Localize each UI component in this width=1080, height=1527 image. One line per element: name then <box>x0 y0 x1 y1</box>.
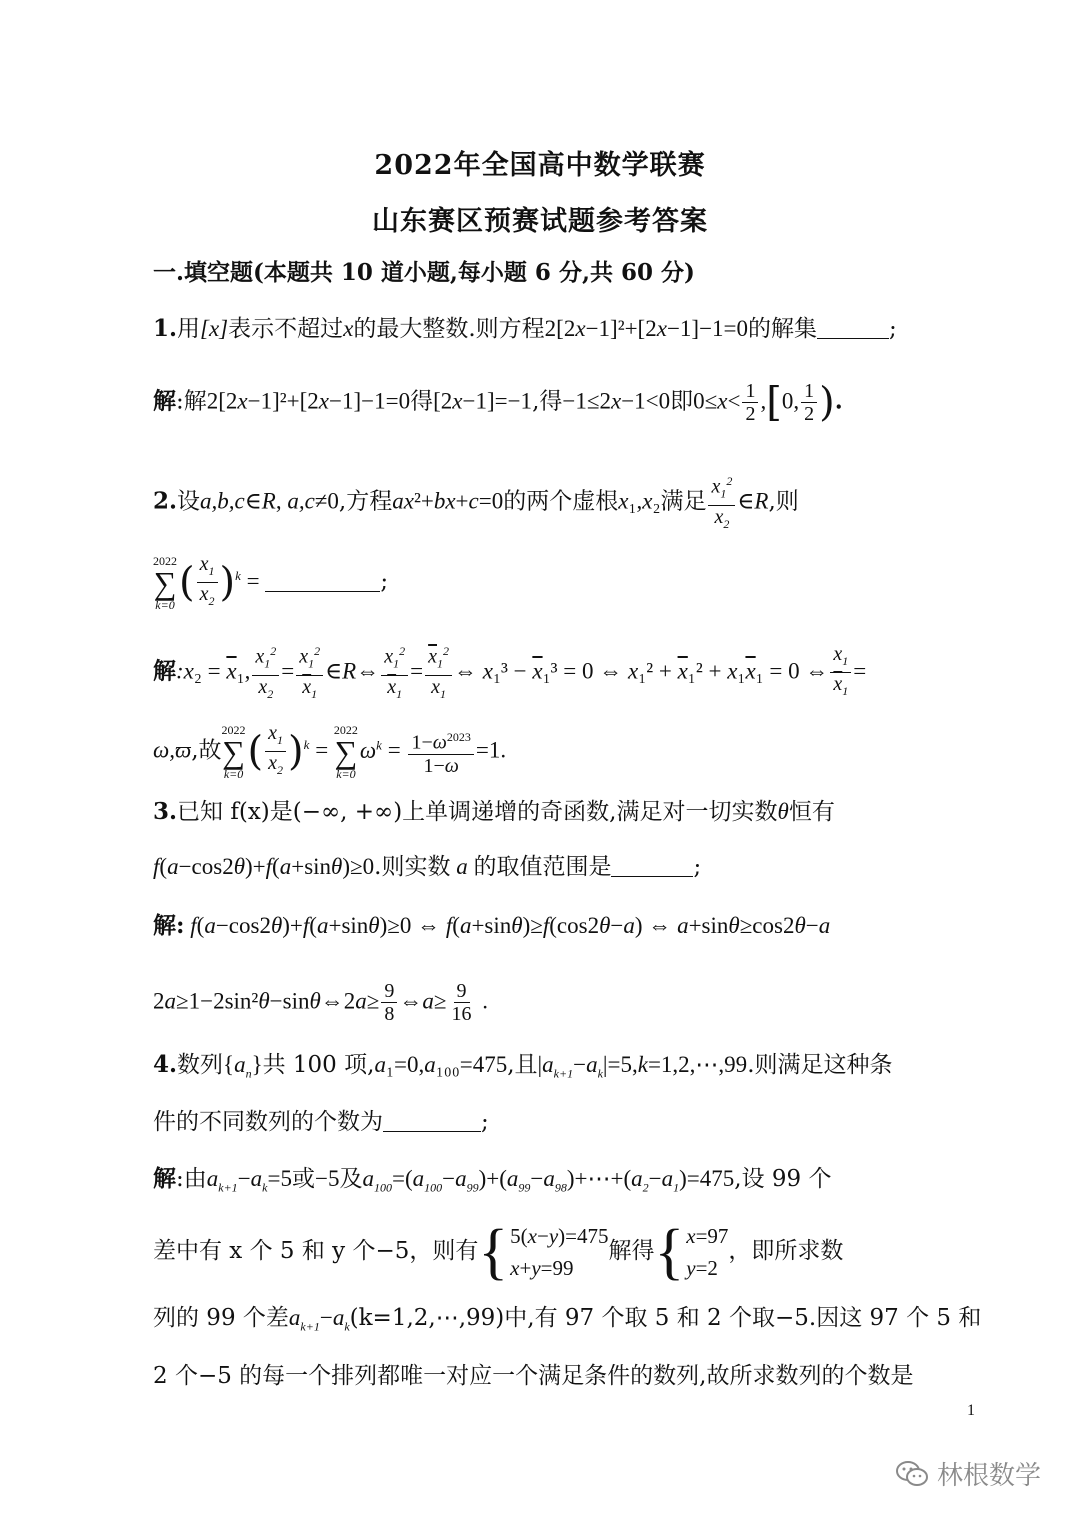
section-heading: 一.填空题(本题共 10 道小题,每小题 6 分,共 60 分) <box>153 259 695 286</box>
problem-3-condition: f(a−cos2θ)+f(a+sinθ)≥0.则实数 a 的取值范围是 ; <box>153 854 702 880</box>
solution-4-line4: 2 个−5 的每一个排列都唯一对应一个满足条件的数列,故所求数列的个数是 <box>153 1363 914 1389</box>
document-subtitle: 山东赛区预赛试题参考答案 <box>372 206 708 237</box>
solution-4-system: 差中有 x 个 5 和 y 个−5，则有 { 5(x−y)=475 x+y=99 解得 { x=97 y=2 ，即所求数 <box>153 1218 844 1286</box>
page-number: 1 <box>967 1402 975 1419</box>
problem-4-continued: 件的不同数列的个数为 ; <box>153 1109 489 1135</box>
problem-1: 1.用[x]表示不超过x的最大整数.则方程2[2x−1]²+[2x−1]−1=0的解集 ; <box>153 315 897 342</box>
solution-3: 解: f(a−cos2θ)+f(a+sinθ)≥0 ⇔ f(a+sinθ)≥f(cos2θ−a) ⇔ a+sinθ≥cos2θ−a <box>153 912 831 939</box>
problem-3: 3.已知 f(x)是(−∞, +∞)上单调递增的奇函数,满足对一切实数θ恒有 <box>153 798 835 825</box>
solution-3-continued: 2a≥1−2sin²θ−sinθ⇔2a≥ $\frac{9}{8}$ ⇔a≥ $\frac{9}{16}$ . <box>153 980 489 1025</box>
problem-2: 2.设a,b,c∈R, a,c≠0,方程ax²+bx+c=0的两个虚根x₁,x₂满足 $\frac{x_1^2}{x_2}$ ∈R,则 <box>153 470 983 535</box>
watermark <box>895 1455 1041 1492</box>
solution-4-line3: 列的 99 个差$a_{k+1}-a_k(k=1,2,\cdots,99)$中,有 97 个取 5 和 2 个取−5.因这 97 个 5 和 <box>153 1305 982 1334</box>
solution-1: 解:解2[2x−1]²+[2x−1]−1=0得[2x−1]=−1,得−1≤2x−1<0即0≤x< $\frac{1}{2}$ ,[0, $\frac{1}{2}$ ). <box>153 379 843 426</box>
solution-4: 解:由$a_{k+1}-a_k=5$或−5及$a_{100}=(a_{100}-a_{99})+(a_{99}-a_{98})+\cdots+(a_2-a_1)=475$,设 99 个 <box>153 1165 832 1195</box>
document-title: 2022年全国高中数学联赛 <box>374 150 706 181</box>
solution-2-continued: ω,ϖ,故 2022 ∑ k=0 ( $\frac{x_1}{x_2}$ )$^k$ = 2022 ∑ k=0 $\omega^k$ = $\frac{1-\omega^{2023}}{1-\omega}$ =1. <box>153 722 507 781</box>
watermark-text: 林根数学 <box>937 1461 1042 1491</box>
problem-2-expression: 2022 ∑ k=0 ( $\frac{x_1}{x_2}$ )$^k$ = ; <box>153 553 389 612</box>
problem-4: 4.数列$\{a_n\}$共 100 项,a₁=0,a₁₀₀=475,且$|a_{k+1}-a_k|=5,k=1,2,\cdots,99$.则满足这种条 <box>153 1051 893 1081</box>
solution-2: 解:x₂ = $\overline{x}_1$, $\frac{x_1^2}{x_2}$ = $\frac{x_1^2}{\overline{x}_1}$ ∈R⇔ $\frac{x_1^2}{\overline{x}_1}$ = $\frac{\overline{x}_1^2}{x_1}$ ⇔ $x_1^3 - \overline{x}_1^3 = 0$ ⇔ $x_1^2 + \overline{x}_1^2 + x_1\overline{x}_1 = 0$ ⇔ $\frac{x_1}{\overline{x}_1}$ = <box>153 640 983 705</box>
wechat-icon <box>895 1459 929 1489</box>
